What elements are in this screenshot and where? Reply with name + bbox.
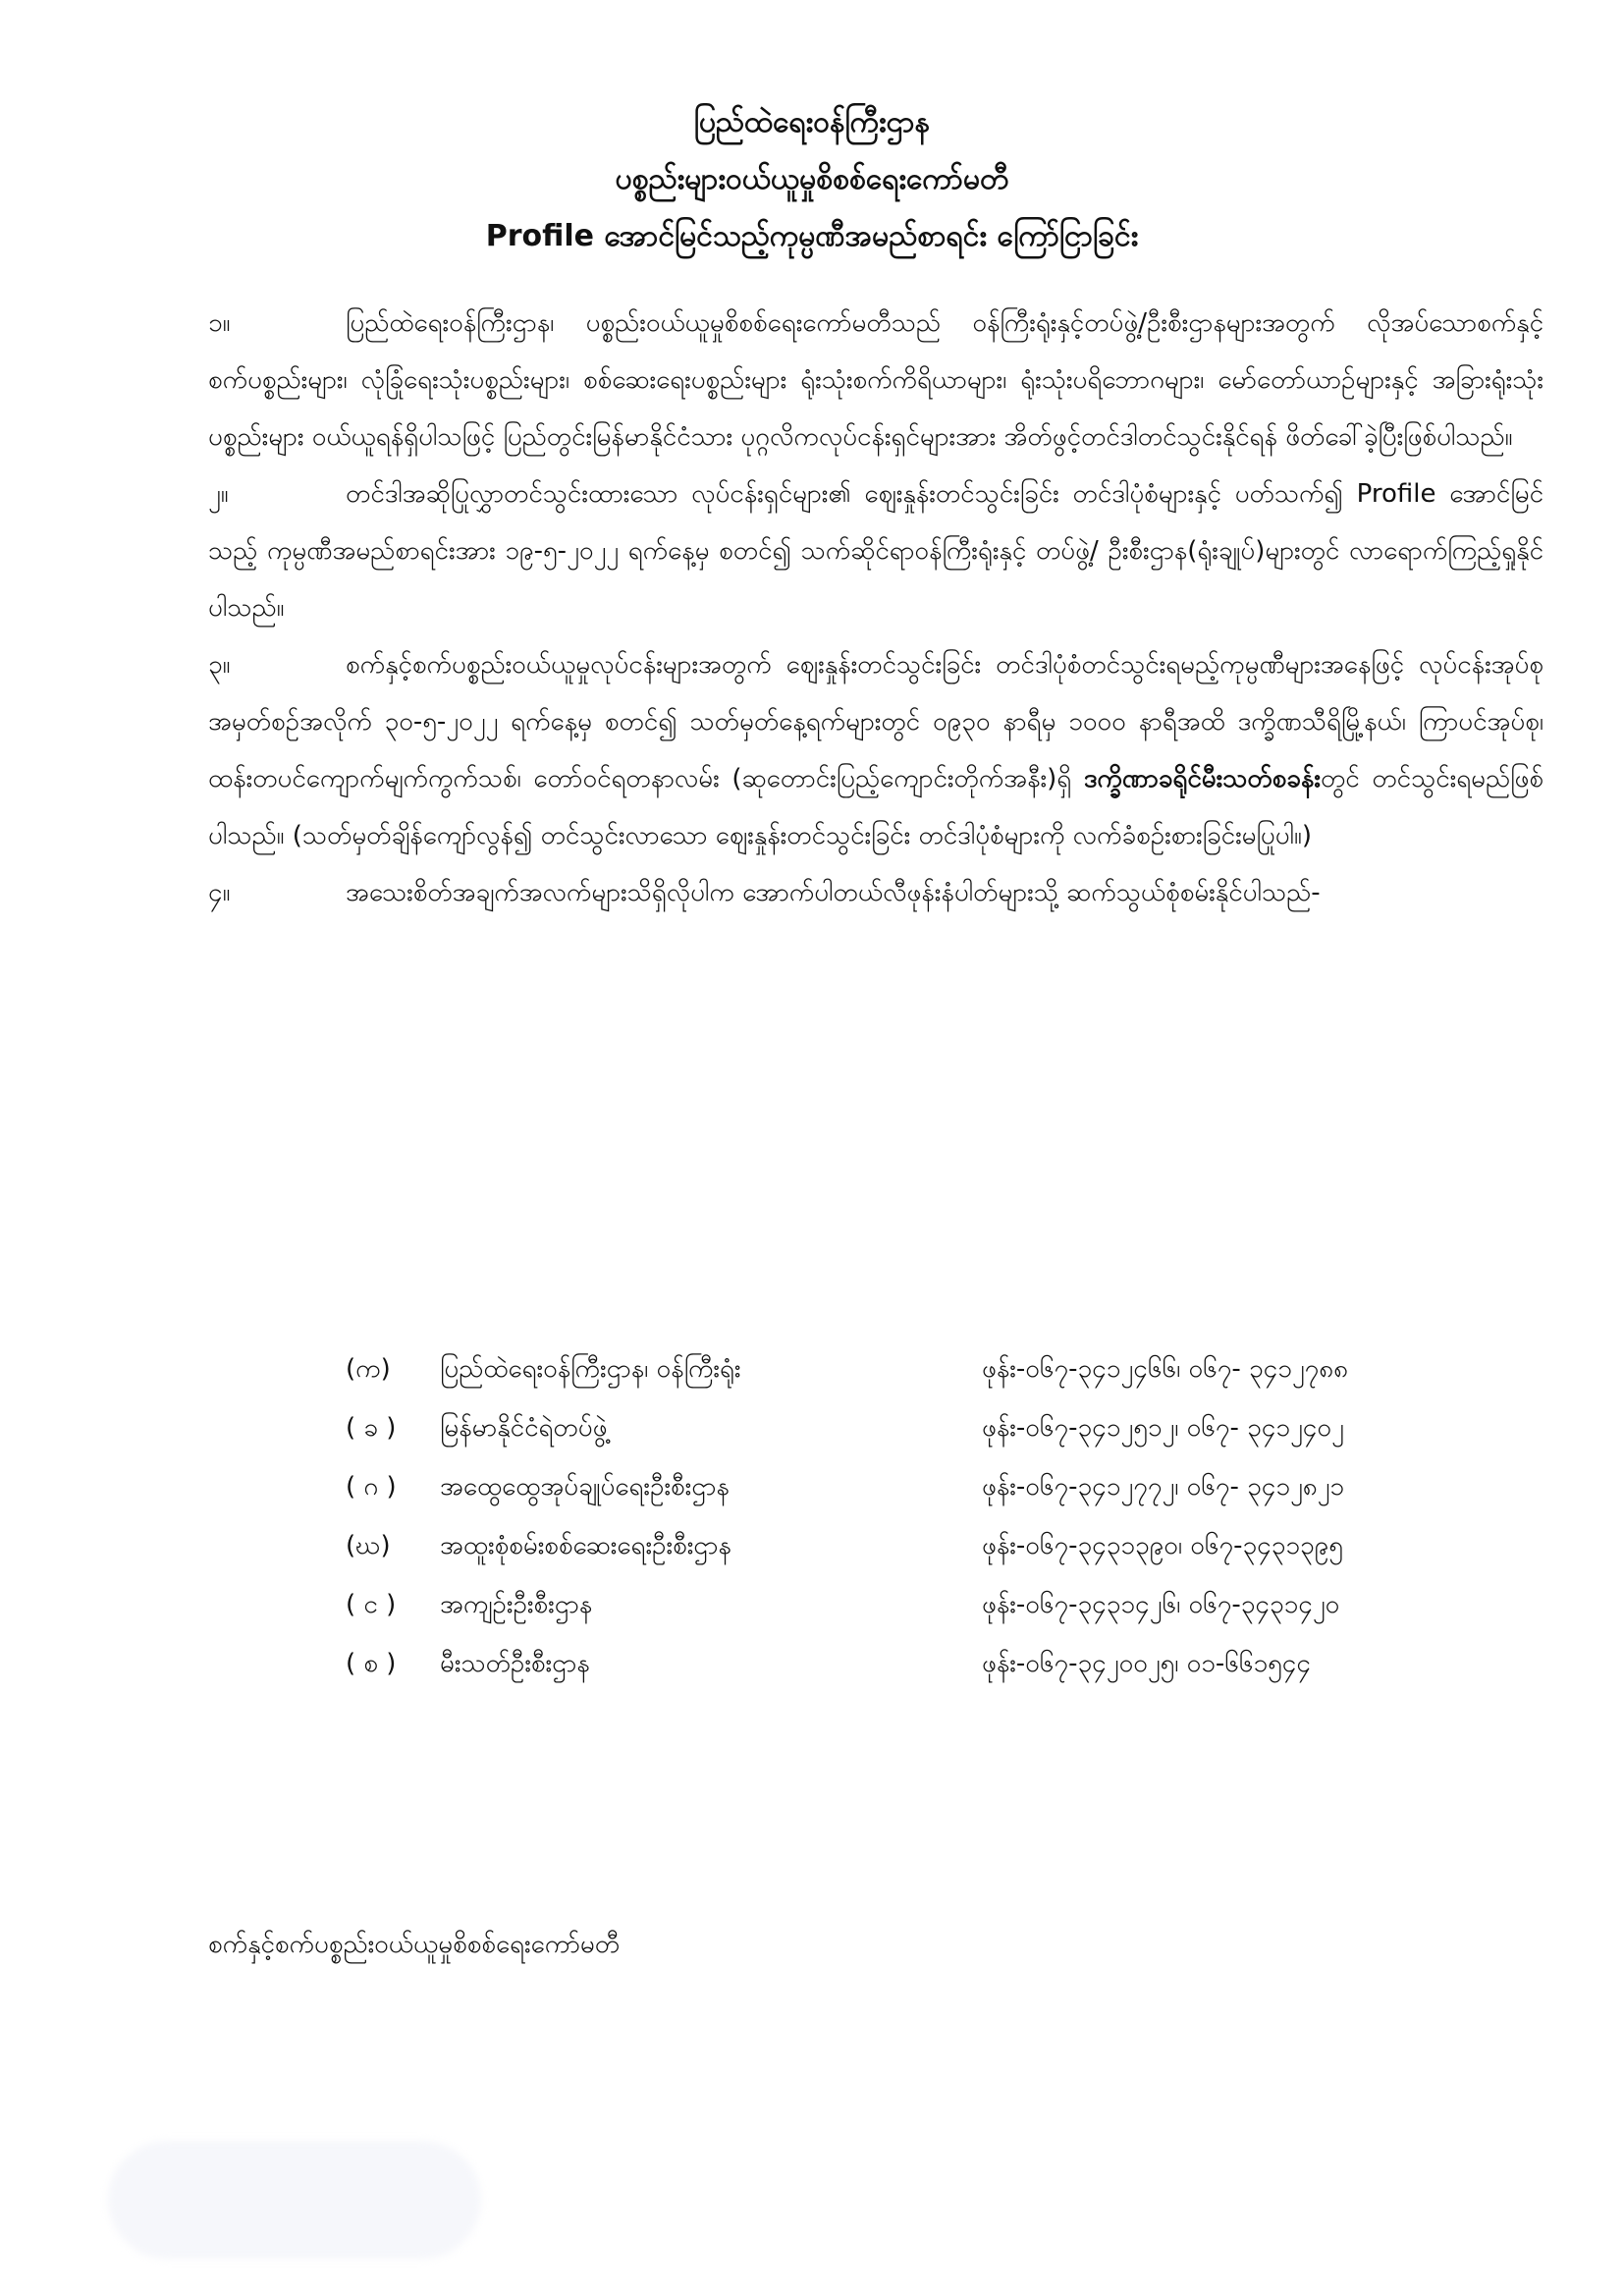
contact-name: အထွေထွေအုပ်ချုပ်ရေးဦးစီးဌာန xyxy=(440,1472,730,1502)
committee-title: ပစ္စည်းများဝယ်ယူမှုစိစစ်ရေးကော်မတီ xyxy=(615,162,1009,196)
paragraph-text-continued: တွင် တင်သွင်းရမည်ဖြစ်ပါသည်။ (သတ်မှတ်ချိန်ကျော်လွန်၍ တင်သွင်းလာသော ဈေးနှုန်းတင်သွင်းခြင်း တင်ဒါပုံစံများကို လက်ခံစဉ်းစားခြင်းမပြုပါ။) xyxy=(208,764,1543,850)
paragraph-3 xyxy=(208,636,1543,864)
contact-row xyxy=(346,1339,1543,1398)
contact-row xyxy=(346,1634,1543,1693)
contact-name: မီးသတ်ဦးစီးဌာန xyxy=(440,1649,590,1678)
contact-phone: ဖုန်း-၀၆၇-၃၄၂၀၀၂၅၊ ၀၁-၆၆၁၅၄၄ xyxy=(982,1649,1311,1678)
contact-phone: ဖုန်း-၀၆၇-၃၄၃၁၃၉၀၊ ၀၆၇-၃၄၃၁၃၉၅ xyxy=(982,1531,1343,1560)
signature-committee: စက်နှင့်စက်ပစ္စည်းဝယ်ယူမှုစိစစ်ရေးကော်မတီ xyxy=(208,1930,621,1959)
contact-row xyxy=(346,1575,1543,1634)
contact-name: အထူးစုံစမ်းစစ်ဆေးရေးဦးစီးဌာန xyxy=(440,1531,731,1560)
scan-smudge xyxy=(108,2141,481,2259)
contact-marker: (ဃ) xyxy=(346,1531,391,1560)
document-header xyxy=(0,94,1624,265)
contact-list xyxy=(346,1339,1543,1693)
contact-marker: (က) xyxy=(346,1354,391,1384)
paragraph-text: ပြည်ထဲရေးဝန်ကြီးဌာန၊ ပစ္စည်းဝယ်ယူမှုစိစစ်ရေးကော်မတီသည် ဝန်ကြီးရုံးနှင့်တပ်ဖွဲ့/ဦးစီးဌာနများအတွက် လိုအပ်သောစက်နှင့်စက်ပစ္စည်းများ၊ လုံခြုံရေးသုံးပစ္စည်းများ၊ စစ်ဆေးရေးပစ္စည်းများ ရုံးသုံးစက်ကိရိယာများ၊ ရုံးသုံးပရိဘောဂများ၊ မော်တော်ယာဉ်များနှင့် အခြားရုံးသုံးပစ္စည်းများ ဝယ်ယူရန်ရှိပါသဖြင့် ပြည်တွင်းမြန်မာနိုင်ငံသား ပုဂ္ဂလိကလုပ်ငန်းရှင်များအား အိတ်ဖွင့်တင်ဒါတင်သွင်းနိုင်ရန် ဖိတ်ခေါ်ခဲ့ပြီးဖြစ်ပါသည်။ xyxy=(208,308,1543,452)
contact-marker: ( ဂ ) xyxy=(346,1472,397,1502)
contact-row xyxy=(346,1398,1543,1457)
contact-phone: ဖုန်း-၀၆၇-၃၄၁၂၅၁၂၊ ၀၆၇- ၃၄၁၂၄၀၂ xyxy=(982,1413,1344,1443)
ministry-title: ပြည်ထဲရေးဝန်ကြီးဌာန xyxy=(693,105,931,139)
contact-marker: ( ခ ) xyxy=(346,1413,397,1443)
paragraph-1 xyxy=(208,295,1543,465)
announcement-title: Profile အောင်မြင်သည့်ကုမ္ပဏီအမည်စာရင်း ကြော်ငြာခြင်း xyxy=(485,219,1139,253)
contact-phone: ဖုန်း-၀၆၇-၃၄၁၂၄၆၆၊ ၀၆၇- ၃၄၁၂၇၈၈ xyxy=(982,1354,1348,1384)
paragraph-4 xyxy=(208,864,1543,921)
contact-name: မြန်မာနိုင်ငံရဲတပ်ဖွဲ့ xyxy=(440,1413,608,1443)
paragraph-number: ၂။ xyxy=(208,479,229,509)
paragraph-text: တင်ဒါအဆိုပြုလွှာတင်သွင်းထားသော လုပ်ငန်းရှင်များ၏ ဈေးနှုန်းတင်သွင်းခြင်း တင်ဒါပုံစံများနှင့် ပတ်သက်၍ Profile အောင်မြင်သည့် ကုမ္ပဏီအမည်စာရင်းအား ၁၉-၅-၂၀၂၂ ရက်နေ့မှ စတင်၍ သက်ဆိုင်ရာဝန်ကြီးရုံးနှင့် တပ်ဖွဲ့/ ဦးစီးဌာန(ရုံးချုပ်)များတွင် လာရောက်ကြည့်ရှုနိုင်ပါသည်။ xyxy=(208,479,1543,623)
contact-name: အကျဉ်းဦးစီးဌာန xyxy=(440,1590,593,1619)
paragraph-number: ၁။ xyxy=(208,308,231,338)
contact-phone: ဖုန်း-၀၆၇-၃၄၁၂၇၇၂၊ ၀၆၇- ၃၄၁၂၈၂၁ xyxy=(982,1472,1345,1502)
paragraph-number: ၄။ xyxy=(208,878,231,907)
location-highlight: ဒက္ခိဏာခရိုင်မီးသတ်စခန်း xyxy=(1083,764,1321,793)
paragraph-text: အသေးစိတ်အချက်အလက်များသိရှိလိုပါက အောက်ပါတယ်လီဖုန်းနံပါတ်များသို့ ဆက်သွယ်စုံစမ်းနိုင်ပါသည်- xyxy=(346,878,1321,907)
contact-row xyxy=(346,1516,1543,1575)
contact-row xyxy=(346,1457,1543,1516)
contact-marker: ( စ ) xyxy=(346,1649,397,1678)
contact-phone: ဖုန်း-၀၆၇-၃၄၃၁၄၂၆၊ ၀၆၇-၃၄၃၁၄၂၀ xyxy=(982,1590,1340,1619)
paragraph-number: ၃။ xyxy=(208,650,231,680)
paragraph-2 xyxy=(208,465,1543,636)
document-body xyxy=(208,295,1543,921)
paragraph-text: စက်နှင့်စက်ပစ္စည်းဝယ်ယူမှုလုပ်ငန်းများအတွက် ဈေးနှုန်းတင်သွင်းခြင်း တင်ဒါပုံစံတင်သွင်းရမည့်ကုမ္ပဏီများအနေဖြင့် လုပ်ငန်းအုပ်စုအမှတ်စဉ်အလိုက် ၃၀-၅-၂၀၂၂ ရက်နေ့မှ စတင်၍ သတ်မှတ်နေ့ရက်များတွင် ၀၉၃၀ နာရီမှ ၁၀၀၀ နာရီအထိ ဒက္ခိဏသီရိမြို့နယ်၊ ကြာပင်အုပ်စု၊ ထန်းတပင်ကျောက်မျက်ကွက်သစ်၊ တော်ဝင်ရတနာလမ်း (ဆုတောင်းပြည့်ကျောင်းတိုက်အနီး)ရှိ xyxy=(208,650,1543,793)
contact-marker: ( င ) xyxy=(346,1590,397,1619)
contact-name: ပြည်ထဲရေးဝန်ကြီးဌာန၊ ဝန်ကြီးရုံး xyxy=(440,1354,741,1384)
